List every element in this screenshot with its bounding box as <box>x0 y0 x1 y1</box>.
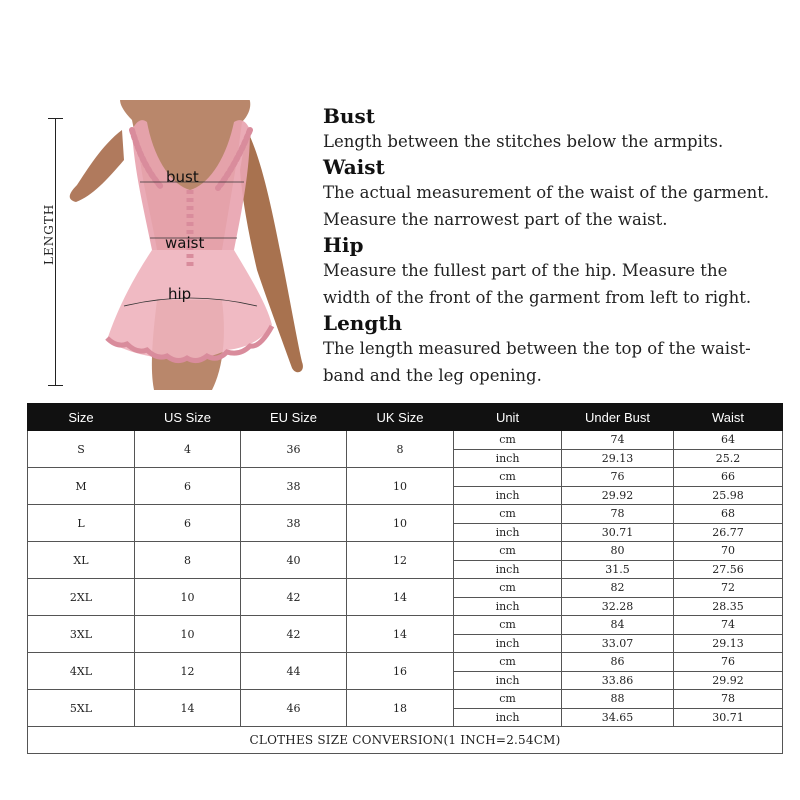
under-bust-cell: 78 <box>562 505 674 524</box>
under-bust-cell: 30.71 <box>562 523 674 542</box>
waist-cell: 25.2 <box>674 449 783 468</box>
size-cell: XL <box>28 542 135 579</box>
size-cell: S <box>28 431 135 468</box>
waist-cell: 78 <box>674 690 783 709</box>
eu-size-cell: 38 <box>241 468 347 505</box>
unit-cell: cm <box>454 579 562 598</box>
unit-cell: inch <box>454 449 562 468</box>
uk-size-cell: 12 <box>347 542 454 579</box>
waist-cell: 76 <box>674 653 783 672</box>
uk-size-cell: 10 <box>347 505 454 542</box>
measurement-descriptions <box>323 104 793 389</box>
size-cell: 2XL <box>28 579 135 616</box>
size-cell: L <box>28 505 135 542</box>
eu-size-cell: 42 <box>241 616 347 653</box>
unit-cell: inch <box>454 634 562 653</box>
unit-cell: inch <box>454 597 562 616</box>
unit-cell: inch <box>454 523 562 542</box>
under-bust-cell: 29.13 <box>562 449 674 468</box>
eu-size-cell: 40 <box>241 542 347 579</box>
waist-cell: 30.71 <box>674 708 783 727</box>
hip-label: hip <box>168 285 192 303</box>
unit-cell: inch <box>454 560 562 579</box>
us-size-cell: 12 <box>135 653 241 690</box>
hip-heading: Hip <box>323 233 364 257</box>
waist-cell: 72 <box>674 579 783 598</box>
under-bust-cell: 74 <box>562 431 674 450</box>
size-chart-table <box>27 403 783 754</box>
waist-cell: 28.35 <box>674 597 783 616</box>
eu-size-cell: 44 <box>241 653 347 690</box>
table-header-row <box>28 404 783 431</box>
table-footer-row <box>28 727 783 754</box>
left-arm <box>70 130 124 202</box>
us-size-cell: 10 <box>135 616 241 653</box>
table-row <box>28 616 783 635</box>
waist-cell: 68 <box>674 505 783 524</box>
waist-cell: 74 <box>674 616 783 635</box>
size-cell: 4XL <box>28 653 135 690</box>
header-eu-size: EU Size <box>241 404 347 431</box>
table-row <box>28 505 783 524</box>
under-bust-cell: 31.5 <box>562 560 674 579</box>
header-waist: Waist <box>674 404 783 431</box>
waist-text-2: Measure the narrowest part of the waist. <box>323 210 668 229</box>
uk-size-cell: 18 <box>347 690 454 727</box>
table-row <box>28 653 783 672</box>
size-cell: M <box>28 468 135 505</box>
under-bust-cell: 34.65 <box>562 708 674 727</box>
waist-cell: 66 <box>674 468 783 487</box>
uk-size-cell: 16 <box>347 653 454 690</box>
table-row <box>28 468 783 487</box>
waist-cell: 27.56 <box>674 560 783 579</box>
bust-heading: Bust <box>323 104 375 128</box>
length-text-2: band and the leg opening. <box>323 366 542 385</box>
under-bust-cell: 29.92 <box>562 486 674 505</box>
under-bust-cell: 80 <box>562 542 674 561</box>
header-uk-size: UK Size <box>347 404 454 431</box>
unit-cell: inch <box>454 671 562 690</box>
table-row <box>28 690 783 709</box>
unit-cell: cm <box>454 616 562 635</box>
uk-size-cell: 10 <box>347 468 454 505</box>
header-unit: Unit <box>454 404 562 431</box>
waist-cell: 29.13 <box>674 634 783 653</box>
waist-cell: 29.92 <box>674 671 783 690</box>
waist-description <box>323 155 793 233</box>
under-bust-cell: 76 <box>562 468 674 487</box>
table-row <box>28 579 783 598</box>
header-size: Size <box>28 404 135 431</box>
bust-label: bust <box>166 168 199 186</box>
us-size-cell: 10 <box>135 579 241 616</box>
us-size-cell: 6 <box>135 505 241 542</box>
size-cell: 5XL <box>28 690 135 727</box>
hip-description <box>323 233 793 311</box>
uk-size-cell: 8 <box>347 431 454 468</box>
us-size-cell: 14 <box>135 690 241 727</box>
unit-cell: cm <box>454 468 562 487</box>
hip-text-2: width of the front of the garment from left to right. <box>323 288 752 307</box>
waist-text-1: The actual measurement of the waist of the garment. <box>323 183 770 202</box>
under-bust-cell: 88 <box>562 690 674 709</box>
waist-cell: 25.98 <box>674 486 783 505</box>
unit-cell: cm <box>454 653 562 672</box>
under-bust-cell: 33.86 <box>562 671 674 690</box>
size-conversion-note: CLOTHES SIZE CONVERSION(1 INCH=2.54CM) <box>28 727 783 754</box>
length-text-1: The length measured between the top of the waist- <box>323 339 751 358</box>
waist-cell: 70 <box>674 542 783 561</box>
under-bust-cell: 82 <box>562 579 674 598</box>
bust-text: Length between the stitches below the armpits. <box>323 132 724 151</box>
unit-cell: cm <box>454 542 562 561</box>
eu-size-cell: 46 <box>241 690 347 727</box>
unit-cell: cm <box>454 505 562 524</box>
unit-cell: cm <box>454 431 562 450</box>
header-under-bust: Under Bust <box>562 404 674 431</box>
us-size-cell: 6 <box>135 468 241 505</box>
unit-cell: inch <box>454 708 562 727</box>
header-us-size: US Size <box>135 404 241 431</box>
under-bust-cell: 84 <box>562 616 674 635</box>
us-size-cell: 4 <box>135 431 241 468</box>
under-bust-cell: 32.28 <box>562 597 674 616</box>
uk-size-cell: 14 <box>347 616 454 653</box>
table-row <box>28 431 783 450</box>
waist-cell: 64 <box>674 431 783 450</box>
bust-description <box>323 104 793 155</box>
unit-cell: inch <box>454 486 562 505</box>
waist-heading: Waist <box>323 155 385 179</box>
under-bust-cell: 86 <box>562 653 674 672</box>
size-cell: 3XL <box>28 616 135 653</box>
under-bust-cell: 33.07 <box>562 634 674 653</box>
uk-size-cell: 14 <box>347 579 454 616</box>
garment-skirt <box>107 250 272 360</box>
eu-size-cell: 42 <box>241 579 347 616</box>
hip-text-1: Measure the fullest part of the hip. Measure the <box>323 261 728 280</box>
unit-cell: cm <box>454 690 562 709</box>
length-description <box>323 311 793 389</box>
us-size-cell: 8 <box>135 542 241 579</box>
waist-cell: 26.77 <box>674 523 783 542</box>
waist-label: waist <box>165 234 205 252</box>
eu-size-cell: 36 <box>241 431 347 468</box>
table-row <box>28 542 783 561</box>
length-label: LENGTH <box>42 203 56 265</box>
eu-size-cell: 38 <box>241 505 347 542</box>
length-heading: Length <box>323 311 403 335</box>
